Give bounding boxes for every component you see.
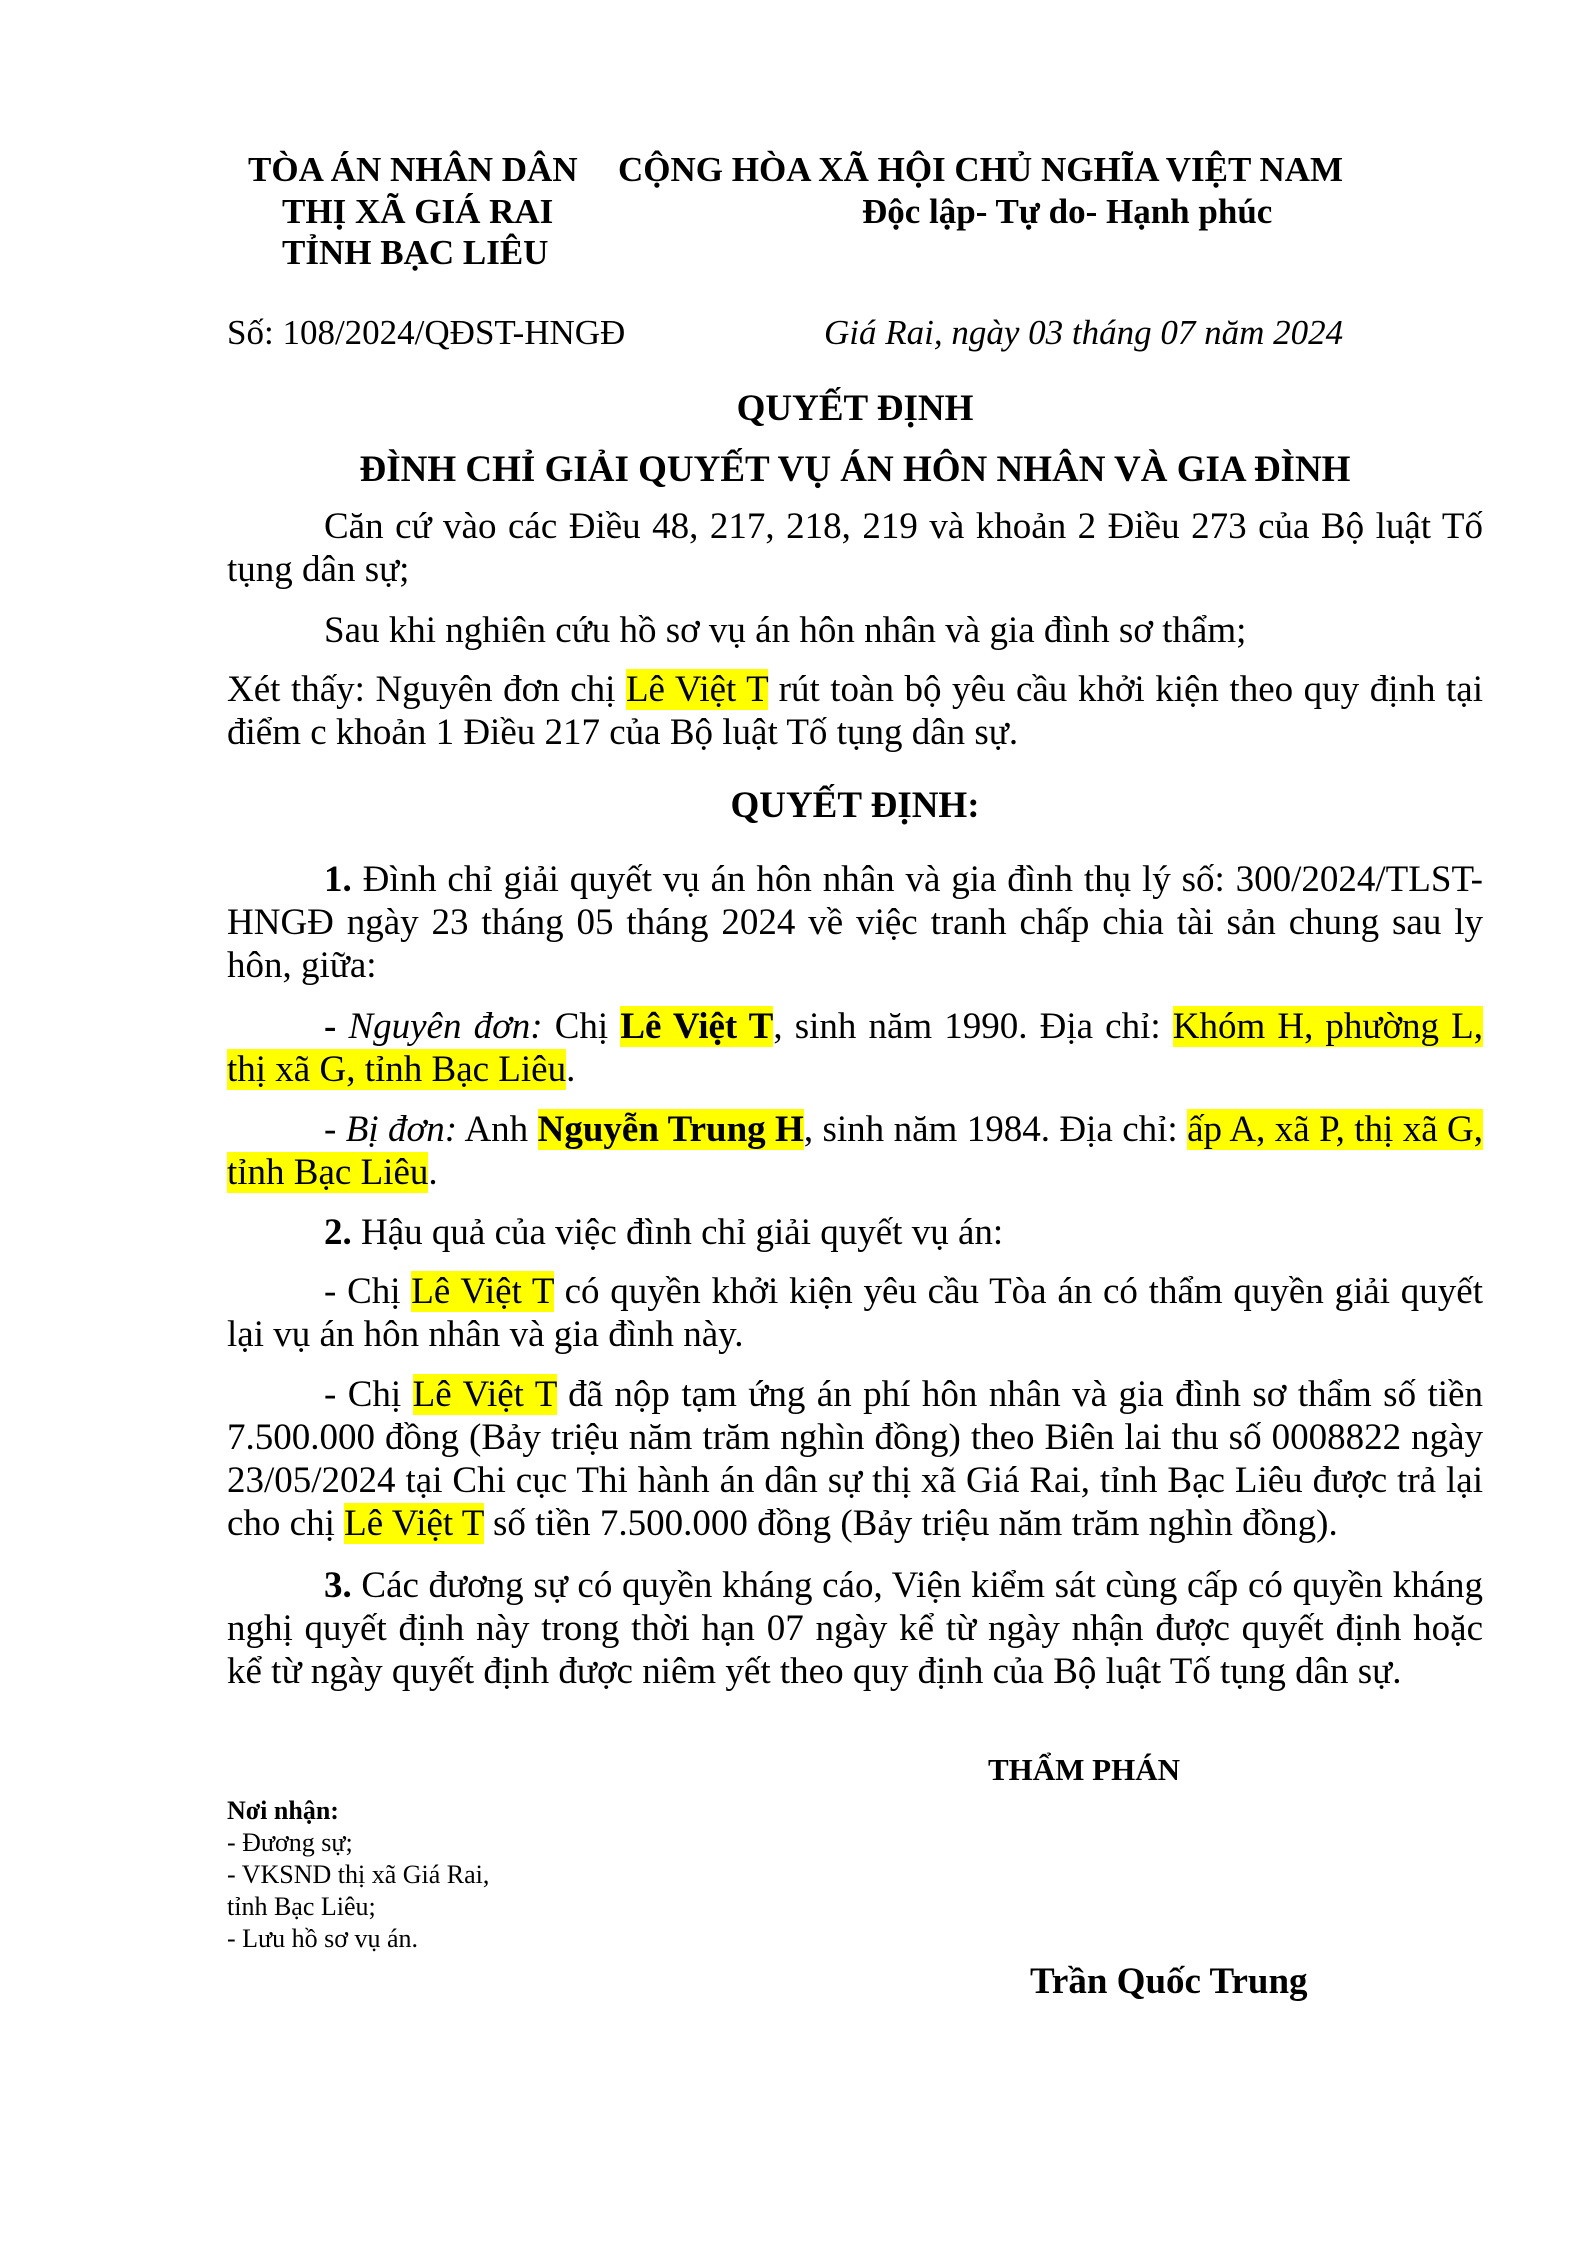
decision-item-3: 3. Các đương sự có quyền kháng cáo, Viện kiểm sát cùng cấp có quyền kháng nghị quyết định này trong thời hạn 07 ngày kể từ ngày nhận được quyết định hoặc kể từ ngày quyết định được niêm yết theo quy định của Bộ luật Tố tụng dân sự. bbox=[227, 1565, 1483, 1692]
plaintiff-name: Lê Việt T bbox=[412, 1374, 557, 1415]
decision-item-2: 2. Hậu quả của việc đình chỉ giải quyết vụ án: bbox=[324, 1212, 1004, 1253]
place-date: Giá Rai, ngày 03 tháng 07 năm 2024 bbox=[824, 313, 1344, 352]
national-motto: Độc lập- Tự do- Hạnh phúc bbox=[862, 192, 1273, 231]
recipient-item: tỉnh Bạc Liêu; bbox=[227, 1892, 376, 1921]
consequence-1: - Chị Lê Việt T có quyền khởi kiện yêu cầu Tòa án có thẩm quyền giải quyết lại vụ án hôn nhân và gia đình này. bbox=[227, 1271, 1484, 1355]
plaintiff-name: Lê Việt T bbox=[625, 669, 769, 710]
defendant-name: Nguyễn Trung H bbox=[537, 1109, 804, 1150]
legal-basis-paragraph: Căn cứ vào các Điều 48, 217, 218, 219 và khoản 2 Điều 273 của Bộ luật Tố tụng dân sự; bbox=[227, 506, 1483, 590]
recipient-item: - Đương sự; bbox=[227, 1828, 353, 1857]
consideration-paragraph: Xét thấy: Nguyên đơn chị Lê Việt T rút toàn bộ yêu cầu khởi kiện theo quy định tại điểm c khoản 1 Điều 217 của Bộ luật Tố tụng dân sự. bbox=[227, 669, 1483, 753]
document-number: Số: 108/2024/QĐST-HNGĐ bbox=[227, 313, 626, 352]
recipient-item: - Lưu hồ sơ vụ án. bbox=[227, 1924, 419, 1953]
document-title: QUYẾT ĐỊNH bbox=[736, 388, 974, 429]
plaintiff-name: Lê Việt T bbox=[620, 1006, 774, 1047]
recipients-heading: Nơi nhận: bbox=[227, 1796, 339, 1825]
defendant-info: - Bị đơn: Anh Nguyễn Trung H, sinh năm 1984. Địa chỉ: ấp A, xã P, thị xã G, tỉnh Bạc Liêu. bbox=[227, 1109, 1483, 1193]
court-district: THỊ XÃ GIÁ RAI bbox=[282, 192, 554, 231]
recipient-item: - VKSND thị xã Giá Rai, bbox=[227, 1860, 490, 1889]
plaintiff-address: Khóm H, phường L, thị xã G, tỉnh Bạc Liêu bbox=[227, 1006, 1483, 1090]
national-title: CỘNG HÒA XÃ HỘI CHỦ NGHĨA VIỆT NAM bbox=[618, 150, 1344, 189]
document-subtitle: ĐÌNH CHỈ GIẢI QUYẾT VỤ ÁN HÔN NHÂN VÀ GIA ĐÌNH bbox=[359, 449, 1351, 490]
defendant-address: ấp A, xã P, thị xã G, tỉnh Bạc Liêu bbox=[227, 1109, 1483, 1193]
plaintiff-info: - Nguyên đơn: Chị Lê Việt T, sinh năm 1990. Địa chỉ: Khóm H, phường L, thị xã G, tỉnh Bạc Liêu. bbox=[227, 1006, 1483, 1090]
plaintiff-name: Lê Việt T bbox=[411, 1271, 554, 1312]
consequence-2: - Chị Lê Việt T đã nộp tạm ứng án phí hôn nhân và gia đình sơ thẩm số tiền 7.500.000 đồng (Bảy triệu năm trăm nghìn đồng) theo Biên lai thu số 0008822 ngày 23/05/2024 tại Chi cục Thi hành án dân sự thị xã Giá Rai, tỉnh Bạc Liêu được trả lại cho chị Lê Việt T số tiền 7.500.000 đồng (Bảy triệu năm trăm nghìn đồng). bbox=[227, 1374, 1483, 1544]
decision-heading: QUYẾT ĐỊNH: bbox=[730, 785, 980, 826]
plaintiff-name: Lê Việt T bbox=[344, 1503, 484, 1544]
court-name: TÒA ÁN NHÂN DÂN bbox=[248, 150, 578, 189]
decision-item-1: 1. Đình chỉ giải quyết vụ án hôn nhân và gia đình thụ lý số: 300/2024/TLST-HNGĐ ngày 23 tháng 05 tháng 2024 về việc tranh chấp chia tài sản chung sau ly hôn, giữa: bbox=[227, 859, 1483, 986]
judge-title: THẨM PHÁN bbox=[988, 1752, 1181, 1787]
court-province: TỈNH BẠC LIÊU bbox=[282, 233, 549, 272]
judge-name: Trần Quốc Trung bbox=[1030, 1961, 1308, 2002]
review-paragraph: Sau khi nghiên cứu hồ sơ vụ án hôn nhân và gia đình sơ thẩm; bbox=[324, 610, 1247, 651]
